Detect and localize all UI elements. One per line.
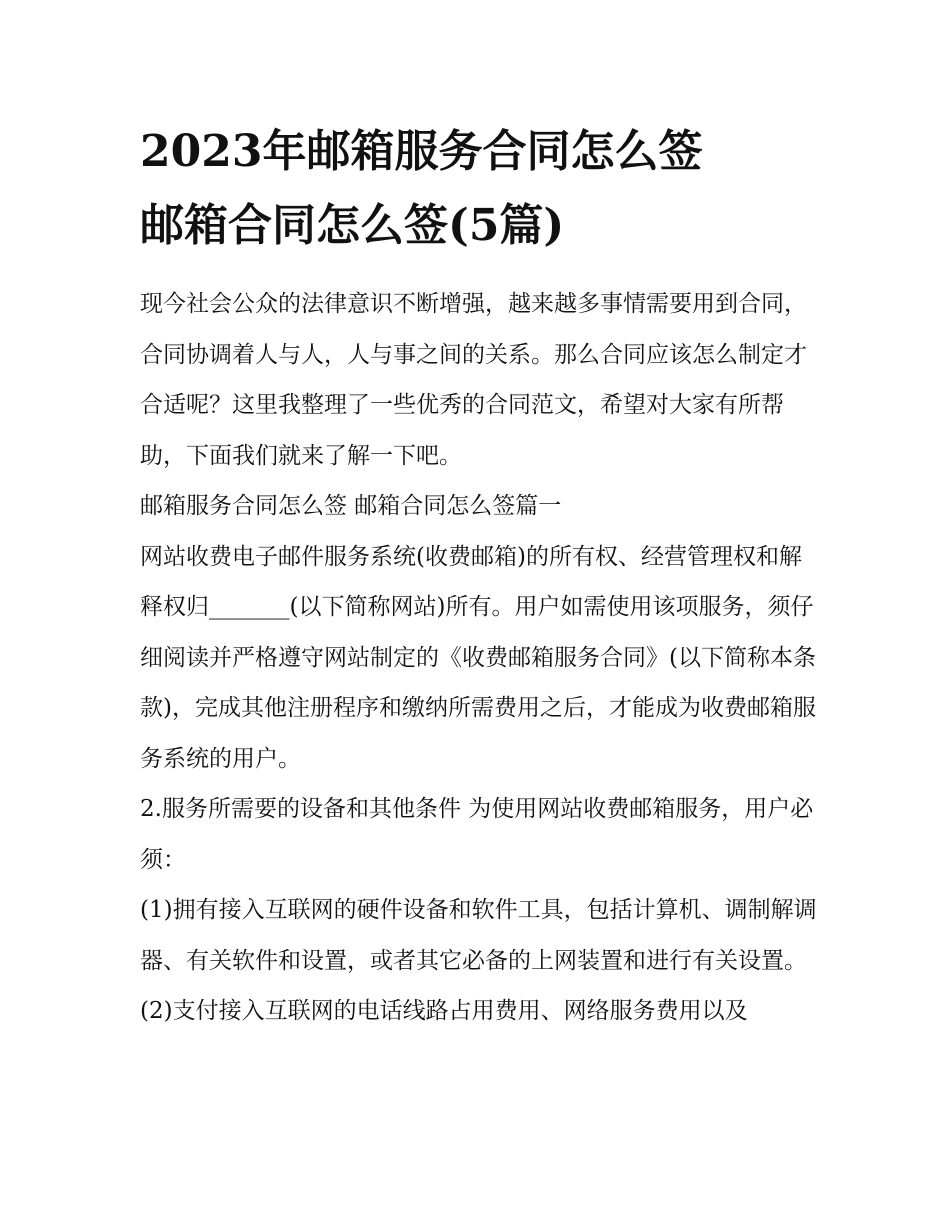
clause-ownership: 网站收费电子邮件服务系统(收费邮箱)的所有权、经营管理权和解释权归_______(以下简称网站)所有。用户如需使用该项服务，须仔细阅读并严格遵守网站制定的《收费邮箱服务合同》(以下简称本条款)，完成其他注册程序和缴纳所需费用之后，才能成为收费邮箱服务系统的用户。	[140, 543, 816, 772]
document-title	[140, 115, 820, 263]
title-line-1: 2023年邮箱服务合同怎么签	[140, 126, 703, 177]
section-heading: 邮箱服务合同怎么签 邮箱合同怎么签篇一	[140, 493, 562, 519]
clause-item-1: (1)拥有接入互联网的硬件设备和软件工具，包括计算机、调制解调器、有关软件和设置，或者其它必备的上网装置和进行有关设置。	[140, 897, 817, 974]
clause-item-2: (2)支付接入互联网的电话线路占用费用、网络服务费用以及	[140, 998, 748, 1024]
clause-equipment: 2.服务所需要的设备和其他条件 为使用网站收费邮箱服务，用户必须：	[140, 796, 814, 873]
intro-paragraph: 现今社会公众的法律意识不断增强，越来越多事情需要用到合同，合同协调着人与人，人与事之间的关系。那么合同应该怎么制定才合适呢？这里我整理了一些优秀的合同范文，希望对大家有所帮助，下面我们就来了解一下吧。	[140, 291, 807, 469]
title-line-2: 邮箱合同怎么签(5篇)	[140, 200, 565, 251]
document-page	[140, 115, 820, 1037]
